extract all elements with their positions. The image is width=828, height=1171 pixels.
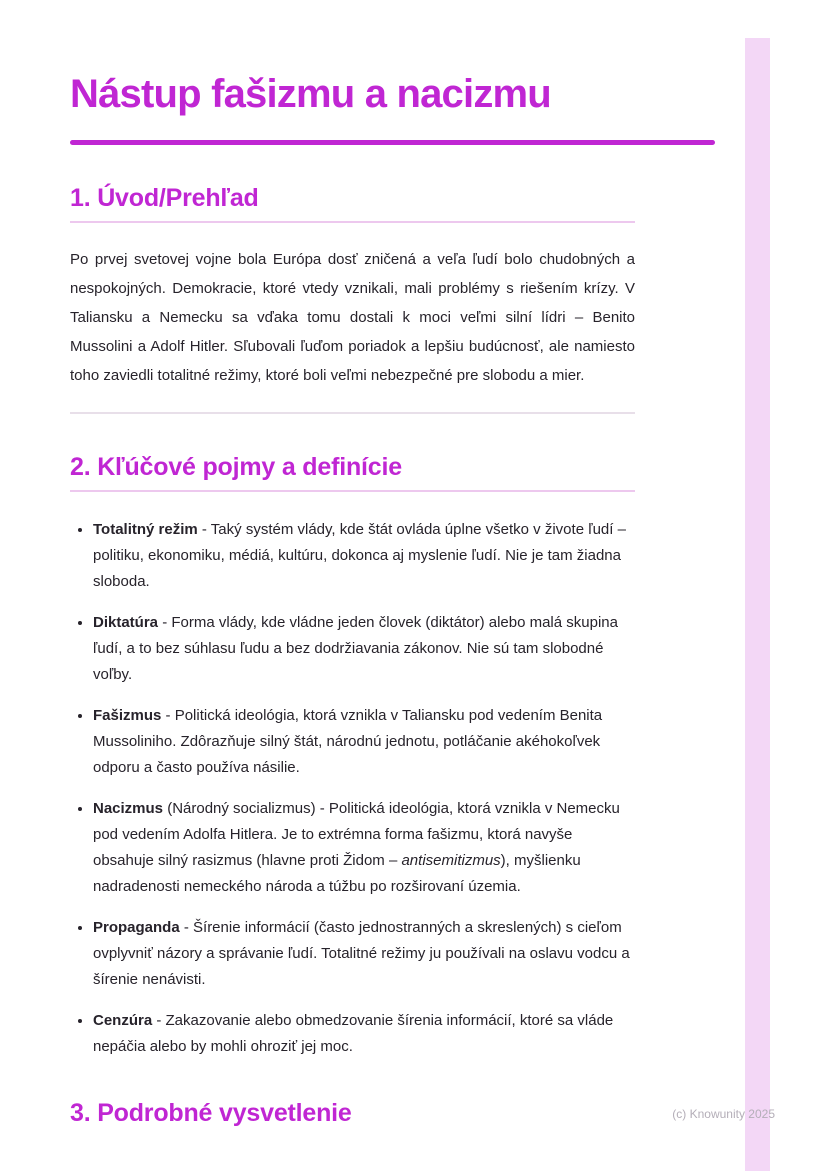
section-divider bbox=[70, 412, 635, 414]
definition-item-fasizmus bbox=[93, 702, 635, 781]
section-heading-uvod: 1. Úvod/Prehľad bbox=[70, 184, 259, 212]
intro-paragraph: Po prvej svetovej vojne bola Európa dosť zničená a veľa ľudí bolo chudobných a nespokojných. Demokracie, ktoré vtedy vznikali, mali problémy s riešením krízy. V Taliansku a Nemecku sa vďaka tomu dostali k moci veľmi silní lídri – Benito Mussolini a Adolf Hitler. Sľubovali ľuďom poriadok a lepšiu budúcnosť, ale namiesto toho zaviedli totalitné režimy, ktoré boli veľmi nebezpečné pre slobodu a mier. bbox=[70, 251, 635, 384]
decorative-side-stripe bbox=[745, 38, 770, 1171]
title-underline-rule bbox=[70, 140, 715, 145]
definition-text: - Politická ideológia, ktorá vznikla v Taliansku pod vedením Benita Mussoliniho. Zdôrazňuje silný štát, národnú jednotu, potláčanie akéhokoľvek odporu a často používa násilie. bbox=[93, 707, 603, 776]
definition-item-nacizmus bbox=[93, 795, 635, 900]
term-label: Nacizmus bbox=[93, 800, 164, 817]
definition-item-cenzura bbox=[93, 1007, 635, 1060]
section-heading-vysvetlenie: 3. Podrobné vysvetlenie bbox=[70, 1099, 352, 1127]
definition-text-rest: ), myšlienku nadradenosti nemeckého národa a túžbu po rozširovaní územia. bbox=[93, 852, 581, 895]
definitions-list bbox=[70, 516, 635, 1060]
definition-item-totalitny-rezim bbox=[93, 516, 635, 595]
definition-text: - Zakazovanie alebo obmedzovanie šírenia informácií, ktoré sa vláde nepáčia alebo by mohli ohroziť jej moc. bbox=[93, 1012, 614, 1055]
section-heading-rule bbox=[70, 221, 635, 223]
section-heading-rule bbox=[70, 490, 635, 492]
term-label: Diktatúra bbox=[93, 614, 159, 631]
term-label: Totalitný režim bbox=[93, 521, 198, 538]
definition-item-propaganda bbox=[93, 914, 635, 993]
term-label: Fašizmus bbox=[93, 707, 162, 724]
definition-item-diktatura bbox=[93, 609, 635, 688]
definition-text: - Forma vlády, kde vládne jeden človek (diktátor) alebo malá skupina ľudí, a to bez súhlasu ľudu a bez dodržiavania zákonov. Nie sú tam slobodné voľby. bbox=[93, 614, 618, 683]
term-label: Propaganda bbox=[93, 919, 180, 936]
definition-italic: antisemitizmus bbox=[401, 852, 501, 869]
definition-text: (Národný socializmus) - Politická ideológia, ktorá vznikla v Nemecku pod vedením Adolfa Hitlera. Je to extrémna forma fašizmu, ktorá navyše obsahuje silný rasizmus (hlavne proti Židom – bbox=[93, 800, 620, 869]
definition-text: - Šírenie informácií (často jednostranných a skreslených) s cieľom ovplyvniť názory a správanie ľudí. Totalitné režimy ju používali na oslavu vodcu a šírenie nenávisti. bbox=[93, 919, 630, 988]
page-title: Nástup fašizmu a nacizmu bbox=[70, 72, 551, 116]
section-heading-pojmy: 2. Kľúčové pojmy a definície bbox=[70, 453, 402, 481]
definition-text: - Taký systém vlády, kde štát ovláda úplne všetko v živote ľudí – politiku, ekonomiku, médiá, kultúru, dokonca aj myslenie ľudí. Nie je tam žiadna sloboda. bbox=[93, 521, 626, 590]
term-label: Cenzúra bbox=[93, 1012, 153, 1029]
copyright-footer: (c) Knowunity 2025 bbox=[672, 1107, 775, 1121]
document-content bbox=[70, 70, 635, 1128]
